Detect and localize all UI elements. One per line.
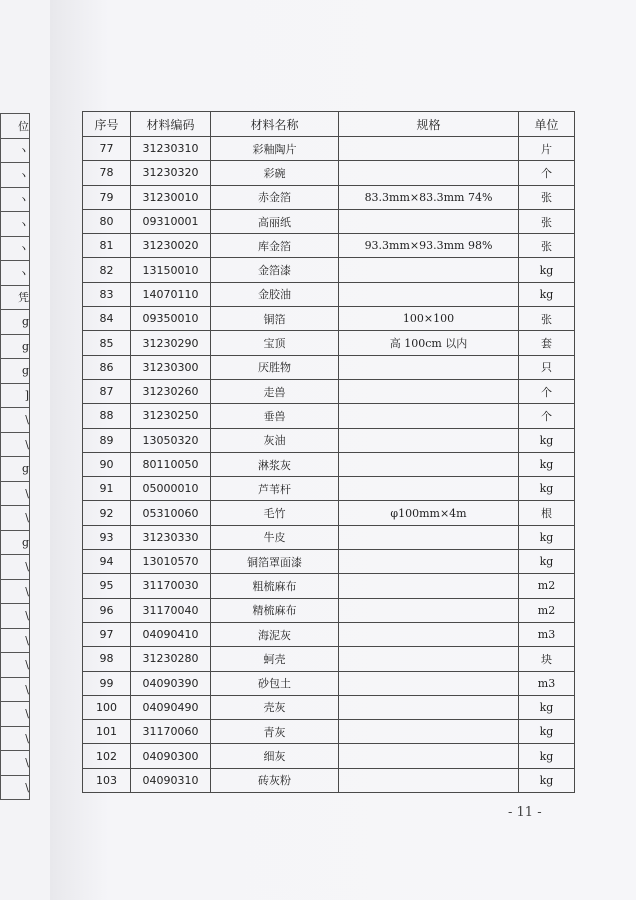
facing-cell-fragment: ヽ — [1, 163, 30, 188]
facing-cell-fragment: \ — [1, 481, 30, 506]
cell-spec — [339, 574, 519, 598]
cell-spec — [339, 209, 519, 233]
facing-page-table-fragment — [0, 113, 30, 800]
cell-name: 精梳麻布 — [211, 598, 339, 622]
cell-no: 84 — [83, 307, 131, 331]
cell-spec — [339, 282, 519, 306]
cell-code: 13050320 — [131, 428, 211, 452]
cell-no: 88 — [83, 404, 131, 428]
table-row — [83, 477, 575, 501]
header-code: 材料编码 — [131, 112, 211, 137]
facing-cell-fragment: g — [1, 457, 30, 482]
cell-name: 厌胜物 — [211, 355, 339, 379]
facing-cell-fragment: \ — [1, 751, 30, 776]
cell-code: 31230300 — [131, 355, 211, 379]
cell-name: 赤金箔 — [211, 185, 339, 209]
cell-spec — [339, 137, 519, 161]
cell-no: 83 — [83, 282, 131, 306]
cell-spec — [339, 768, 519, 792]
cell-name: 高丽纸 — [211, 209, 339, 233]
cell-unit: 根 — [519, 501, 575, 525]
cell-no: 79 — [83, 185, 131, 209]
cell-spec — [339, 404, 519, 428]
cell-unit: kg — [519, 477, 575, 501]
document-page — [50, 0, 636, 900]
cell-unit: kg — [519, 720, 575, 744]
header-unit: 单位 — [519, 112, 575, 137]
cell-code: 04090300 — [131, 744, 211, 768]
table-row — [83, 331, 575, 355]
cell-name: 铜箔罩面漆 — [211, 550, 339, 574]
facing-cell-fragment: \ — [1, 628, 30, 653]
materials-table — [82, 111, 575, 793]
facing-cell-fragment: g — [1, 310, 30, 335]
cell-unit: 个 — [519, 379, 575, 403]
cell-code: 31230290 — [131, 331, 211, 355]
header-spec: 规格 — [339, 112, 519, 137]
cell-unit: kg — [519, 695, 575, 719]
cell-name: 金胶油 — [211, 282, 339, 306]
cell-no: 100 — [83, 695, 131, 719]
cell-name: 彩碗 — [211, 161, 339, 185]
cell-code: 31230320 — [131, 161, 211, 185]
facing-cell-fragment: ヽ — [1, 212, 30, 237]
facing-cell-fragment: ヽ — [1, 187, 30, 212]
cell-spec — [339, 695, 519, 719]
cell-unit: kg — [519, 550, 575, 574]
table-header-row — [83, 112, 575, 137]
cell-no: 86 — [83, 355, 131, 379]
cell-code: 31230010 — [131, 185, 211, 209]
cell-spec — [339, 720, 519, 744]
table-row — [83, 282, 575, 306]
cell-code: 31170040 — [131, 598, 211, 622]
cell-unit: 个 — [519, 404, 575, 428]
cell-spec: 高 100cm 以内 — [339, 331, 519, 355]
cell-spec — [339, 355, 519, 379]
table-row — [83, 695, 575, 719]
cell-no: 95 — [83, 574, 131, 598]
cell-spec — [339, 744, 519, 768]
cell-no: 82 — [83, 258, 131, 282]
facing-header-fragment: 位 — [1, 114, 30, 139]
cell-name: 走兽 — [211, 379, 339, 403]
cell-no: 102 — [83, 744, 131, 768]
facing-cell-fragment: 凭 — [1, 285, 30, 310]
facing-cell-fragment: \ — [1, 604, 30, 629]
cell-unit: 张 — [519, 209, 575, 233]
cell-name: 芦苇杆 — [211, 477, 339, 501]
table-row — [83, 161, 575, 185]
cell-no: 93 — [83, 525, 131, 549]
cell-code: 09350010 — [131, 307, 211, 331]
cell-unit: 只 — [519, 355, 575, 379]
table-row — [83, 574, 575, 598]
cell-no: 94 — [83, 550, 131, 574]
table-row — [83, 768, 575, 792]
table-row — [83, 671, 575, 695]
cell-unit: 块 — [519, 647, 575, 671]
cell-unit: m3 — [519, 622, 575, 646]
facing-cell-fragment: g — [1, 359, 30, 384]
cell-spec: 83.3mm×83.3mm 74% — [339, 185, 519, 209]
cell-unit: m3 — [519, 671, 575, 695]
facing-cell-fragment: \ — [1, 408, 30, 433]
table-row — [83, 647, 575, 671]
facing-cell-fragment: g — [1, 530, 30, 555]
cell-unit: m2 — [519, 598, 575, 622]
cell-no: 101 — [83, 720, 131, 744]
facing-cell-fragment: ] — [1, 383, 30, 408]
cell-spec: 100×100 — [339, 307, 519, 331]
table-row — [83, 209, 575, 233]
cell-unit: kg — [519, 258, 575, 282]
cell-code: 31170030 — [131, 574, 211, 598]
facing-cell-fragment: \ — [1, 677, 30, 702]
cell-unit: kg — [519, 525, 575, 549]
header-no: 序号 — [83, 112, 131, 137]
cell-code: 04090310 — [131, 768, 211, 792]
cell-no: 77 — [83, 137, 131, 161]
cell-unit: 张 — [519, 234, 575, 258]
table-row — [83, 744, 575, 768]
cell-spec — [339, 598, 519, 622]
cell-unit: kg — [519, 282, 575, 306]
cell-name: 壳灰 — [211, 695, 339, 719]
cell-name: 牛皮 — [211, 525, 339, 549]
table-row — [83, 550, 575, 574]
cell-no: 89 — [83, 428, 131, 452]
facing-page — [0, 0, 51, 900]
facing-cell-fragment: \ — [1, 726, 30, 751]
cell-spec — [339, 525, 519, 549]
cell-code: 31230330 — [131, 525, 211, 549]
cell-code: 05000010 — [131, 477, 211, 501]
table-row — [83, 137, 575, 161]
facing-cell-fragment: ヽ — [1, 261, 30, 286]
table-row — [83, 234, 575, 258]
cell-name: 砂包土 — [211, 671, 339, 695]
cell-no: 99 — [83, 671, 131, 695]
cell-code: 14070110 — [131, 282, 211, 306]
cell-code: 31230260 — [131, 379, 211, 403]
cell-name: 宝顶 — [211, 331, 339, 355]
cell-spec — [339, 452, 519, 476]
header-name: 材料名称 — [211, 112, 339, 137]
cell-spec — [339, 477, 519, 501]
cell-name: 铜箔 — [211, 307, 339, 331]
cell-code: 13010570 — [131, 550, 211, 574]
table-row — [83, 307, 575, 331]
cell-spec — [339, 161, 519, 185]
cell-name: 彩釉陶片 — [211, 137, 339, 161]
cell-unit: 个 — [519, 161, 575, 185]
cell-no: 103 — [83, 768, 131, 792]
facing-cell-fragment: \ — [1, 775, 30, 800]
cell-no: 92 — [83, 501, 131, 525]
table-row — [83, 598, 575, 622]
table-row — [83, 185, 575, 209]
cell-spec — [339, 428, 519, 452]
facing-cell-fragment: \ — [1, 579, 30, 604]
cell-no: 81 — [83, 234, 131, 258]
cell-name: 库金箔 — [211, 234, 339, 258]
table-row — [83, 379, 575, 403]
cell-name: 金箔漆 — [211, 258, 339, 282]
cell-unit: kg — [519, 452, 575, 476]
cell-code: 04090410 — [131, 622, 211, 646]
cell-code: 31230250 — [131, 404, 211, 428]
table-row — [83, 355, 575, 379]
cell-name: 细灰 — [211, 744, 339, 768]
facing-cell-fragment: \ — [1, 702, 30, 727]
cell-no: 97 — [83, 622, 131, 646]
page-number: - 11 - — [508, 805, 542, 820]
facing-cell-fragment: ヽ — [1, 138, 30, 163]
cell-spec — [339, 550, 519, 574]
cell-code: 13150010 — [131, 258, 211, 282]
cell-code: 31230280 — [131, 647, 211, 671]
cell-unit: 张 — [519, 307, 575, 331]
cell-no: 85 — [83, 331, 131, 355]
table-row — [83, 404, 575, 428]
cell-name: 海泥灰 — [211, 622, 339, 646]
cell-name: 毛竹 — [211, 501, 339, 525]
cell-no: 87 — [83, 379, 131, 403]
facing-cell-fragment: \ — [1, 432, 30, 457]
materials-table-container — [82, 111, 575, 793]
cell-no: 90 — [83, 452, 131, 476]
cell-name: 垂兽 — [211, 404, 339, 428]
cell-code: 04090490 — [131, 695, 211, 719]
cell-code: 31170060 — [131, 720, 211, 744]
cell-no: 91 — [83, 477, 131, 501]
cell-spec — [339, 647, 519, 671]
table-row — [83, 428, 575, 452]
cell-spec — [339, 258, 519, 282]
table-row — [83, 258, 575, 282]
cell-name: 粗梳麻布 — [211, 574, 339, 598]
facing-cell-fragment: \ — [1, 555, 30, 580]
cell-code: 05310060 — [131, 501, 211, 525]
facing-cell-fragment: g — [1, 334, 30, 359]
facing-cell-fragment: \ — [1, 653, 30, 678]
cell-code: 31230310 — [131, 137, 211, 161]
table-row — [83, 720, 575, 744]
cell-code: 04090390 — [131, 671, 211, 695]
facing-cell-fragment: \ — [1, 506, 30, 531]
cell-spec — [339, 622, 519, 646]
cell-name: 淋浆灰 — [211, 452, 339, 476]
cell-code: 80110050 — [131, 452, 211, 476]
cell-unit: kg — [519, 428, 575, 452]
cell-spec: 93.3mm×93.3mm 98% — [339, 234, 519, 258]
cell-spec — [339, 379, 519, 403]
cell-no: 96 — [83, 598, 131, 622]
cell-name: 灰油 — [211, 428, 339, 452]
table-row — [83, 525, 575, 549]
cell-code: 09310001 — [131, 209, 211, 233]
cell-unit: 张 — [519, 185, 575, 209]
cell-no: 78 — [83, 161, 131, 185]
cell-code: 31230020 — [131, 234, 211, 258]
cell-no: 98 — [83, 647, 131, 671]
cell-no: 80 — [83, 209, 131, 233]
table-row — [83, 452, 575, 476]
cell-unit: m2 — [519, 574, 575, 598]
cell-unit: kg — [519, 744, 575, 768]
cell-spec: φ100mm×4m — [339, 501, 519, 525]
cell-name: 蚵壳 — [211, 647, 339, 671]
cell-name: 青灰 — [211, 720, 339, 744]
table-row — [83, 501, 575, 525]
table-row — [83, 622, 575, 646]
cell-unit: 片 — [519, 137, 575, 161]
cell-unit: 套 — [519, 331, 575, 355]
cell-name: 砖灰粉 — [211, 768, 339, 792]
facing-cell-fragment: ヽ — [1, 236, 30, 261]
cell-spec — [339, 671, 519, 695]
cell-unit: kg — [519, 768, 575, 792]
